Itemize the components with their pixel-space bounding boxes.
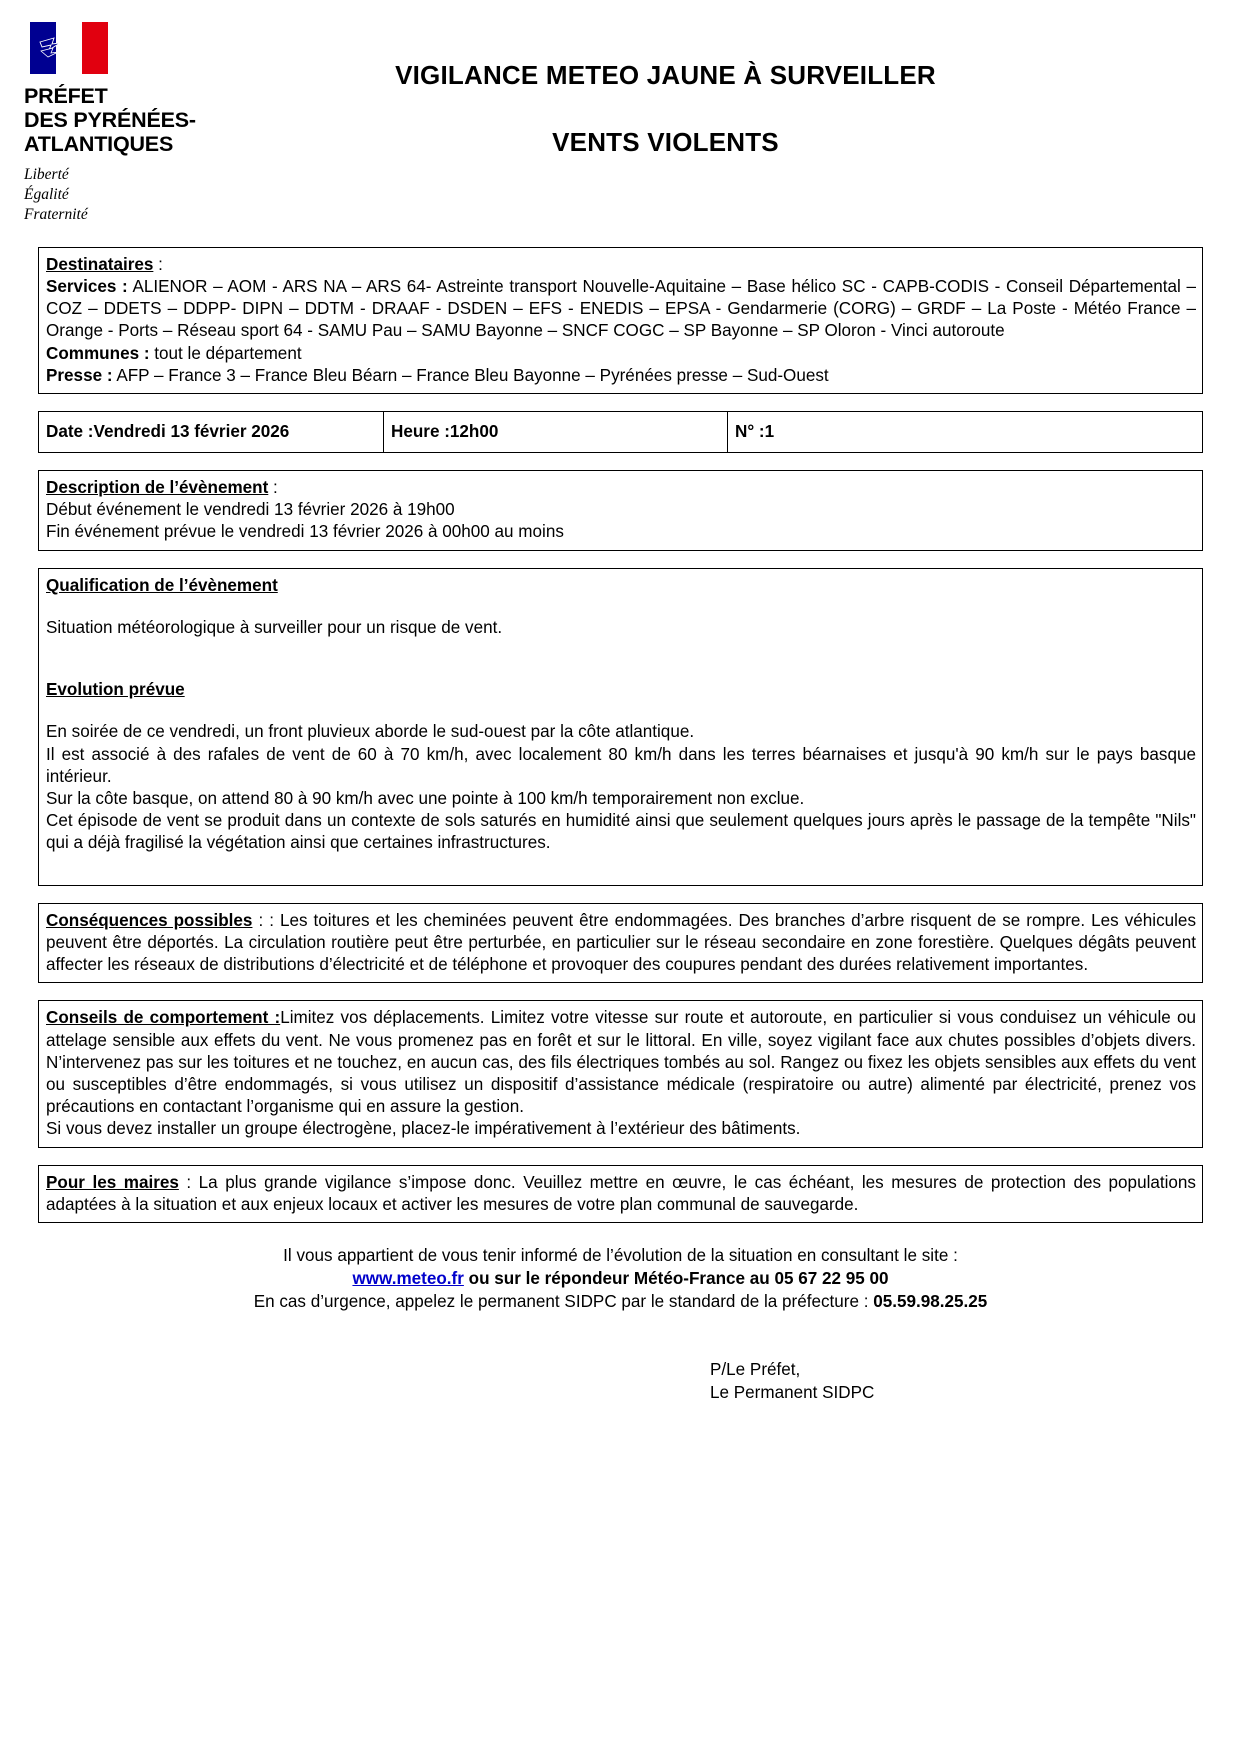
advice-heading: Conseils de comportement : [46, 1008, 281, 1028]
presse-label: Presse : [46, 365, 113, 385]
description-line-2: Fin événement prévue le vendredi 13 février 2026 à 00h00 au moins [46, 522, 564, 542]
services-value: ALIENOR – AOM - ARS NA – ARS 64- Astreinte transport Nouvelle-Aquitaine – Base hélico SC - CAPB-CODIS - Conseil Départemental – COZ – DDETS – DDPP- DIPN – DDTM - DRAAF - DSDEN – EFS - ENEDIS – EPSA - Gendarmerie (CORG) – GRDF – La Poste - Météo France – Orange - Ports – Réseau sport 64 - SAMU Pau – SAMU Bayonne – SNCF COGC – SP Bayonne – SP Oloron - Vinci autoroute [46, 276, 1196, 341]
spacer-3 [46, 659, 1196, 679]
description-box [38, 470, 1203, 551]
consequences-text: : : Les toitures et les cheminées peuvent être endommagées. Des branches d’arbre risquent de se rompre. Les véhicules peuvent être déportés. La circulation routière peut être perturbée, en particulier sur le réseau secondaire en zone forestière. Quelques dégâts peuvent affecter les réseaux de distributions d’électricité et de téléphone et provoquer des coupures pendant des durées relativement importantes. [46, 910, 1196, 975]
mayors-paragraph [46, 1172, 1196, 1216]
document-titles [210, 22, 1241, 158]
document-header [0, 0, 1241, 225]
advice-paragraph [46, 1007, 1196, 1118]
page-subtitle: VENTS VIOLENTS [552, 127, 779, 157]
meteo-website-link[interactable]: www.meteo.fr [352, 1268, 464, 1288]
sidpc-phone-number: 05.59.98.25.25 [873, 1291, 988, 1311]
signature-block [38, 1358, 1203, 1404]
qualification-box [38, 568, 1203, 886]
meta-row [38, 411, 1203, 453]
communes-value: tout le département [149, 343, 302, 363]
spacer-4 [46, 701, 1196, 721]
motto-fraternite: Fraternité [24, 205, 88, 223]
marianne-flag-icon [30, 22, 108, 74]
evolution-line-4: Cet épisode de vent se produit dans un contexte de sols saturés en humidité ainsi que seulement quelques jours après le passage de la tempête "Nils" qui a déjà fragilisé la végétation ainsi que certaines infrastructures. [46, 811, 1196, 853]
meta-date-cell [39, 412, 384, 452]
numero-value: 1 [764, 422, 775, 442]
spacer-1 [46, 597, 1196, 617]
spacer-2 [46, 639, 1196, 659]
evolution-line-2: Il est associé à des rafales de vent de 60 à 70 km/h, avec localement 80 km/h dans les terres béarnaises et jusqu'à 90 km/h sur le pays basque intérieur. [46, 744, 1196, 786]
prefecture-logo-block [0, 22, 210, 225]
republic-motto [24, 165, 210, 224]
services-line [46, 276, 1196, 343]
footer-line-3 [38, 1291, 1203, 1314]
document-footer [38, 1245, 1203, 1314]
evolution-line-3: Sur la côte basque, on attend 80 à 90 km/h avec une pointe à 100 km/h temporairement non exclue. [46, 789, 805, 808]
recipients-box [38, 247, 1203, 394]
qualification-heading: Qualification de l’évènement [46, 575, 278, 595]
recipients-heading-line [46, 254, 1196, 276]
mayors-text: : La plus grande vigilance s’impose donc. Veuillez mettre en œuvre, le cas échéant, les mesures de protection des populations adaptées à la situation et aux enjeux locaux et activer les mesures de votre plan communal de sauvegarde. [46, 1172, 1196, 1214]
meta-number-cell [728, 412, 1202, 452]
consequences-heading: Conséquences possibles [46, 910, 253, 930]
description-heading-suffix: : [268, 478, 278, 498]
heure-value: 12h00 [449, 422, 499, 442]
motto-liberte: Liberté [24, 166, 69, 184]
presse-value: AFP – France 3 – France Bleu Béarn – France Bleu Bayonne – Pyrénées presse – Sud-Ouest [112, 365, 829, 385]
evolution-line-1: En soirée de ce vendredi, un front pluvieux aborde le sud-ouest par la côte atlantique. [46, 722, 695, 742]
advice-box [38, 1000, 1203, 1147]
recipients-heading: Destinataires [46, 254, 154, 274]
description-heading: Description de l’évènement [46, 478, 269, 498]
mayors-heading: Pour les maires [46, 1172, 179, 1192]
mayors-box [38, 1165, 1203, 1223]
consequences-box [38, 903, 1203, 984]
communes-label: Communes : [46, 343, 150, 363]
qualification-text: Situation météorologique à surveiller pour un risque de vent. [46, 617, 503, 637]
date-label: Date : [46, 422, 94, 442]
advice-text: Limitez vos déplacements. Limitez votre vitesse sur route et autoroute, en particulier si vous conduisez un véhicule ou attelage sensible aux effets du vent. Ne vous promenez pas en forêt et sur le littoral. En ville, soyez vigilant face aux chutes possibles d’objets divers. N’intervenez pas sur les toitures et ne touchez, en aucun cas, des fils électriques tombés au sol. Rangez ou fixez les objets sensibles aux effets du vent ou susceptibles d’être endommagés, si vous utilisez un dispositif d’assistance médicale (respiratoire ou autre) alimenté par électricité, prenez vos précautions en contactant l’organisme qui en assure la gestion. [46, 1008, 1197, 1117]
communes-line [46, 343, 1196, 365]
numero-label: N° : [735, 422, 765, 442]
prefecture-title-line-3: ATLANTIQUES [24, 132, 174, 157]
prefecture-title [24, 84, 210, 156]
advice-text-2: Si vous devez installer un groupe électrogène, placez-le impérativement à l’extérieur des bâtiments. [46, 1119, 801, 1139]
prefecture-title-line-2: DES PYRÉNÉES- [24, 108, 196, 133]
spacer-5 [46, 855, 1196, 875]
meta-time-cell [384, 412, 728, 452]
footer-line-2 [38, 1268, 1203, 1291]
footer-line-2-rest: ou sur le répondeur Météo-France au 05 67 22 95 00 [463, 1268, 889, 1288]
document-body [0, 247, 1241, 1404]
signature-line-1: P/Le Préfet, [710, 1359, 801, 1379]
evolution-heading: Evolution prévue [46, 680, 185, 700]
description-line-1: Début événement le vendredi 13 février 2026 à 19h00 [46, 500, 455, 520]
recipients-heading-suffix: : [153, 254, 163, 274]
page-title: VIGILANCE METEO JAUNE À SURVEILLER [395, 60, 936, 90]
footer-line-1: Il vous appartient de vous tenir informé de l’évolution de la situation en consultant le site : [283, 1246, 958, 1266]
motto-egalite: Égalité [24, 186, 69, 204]
date-value: Vendredi 13 février 2026 [93, 422, 290, 442]
description-heading-line [46, 477, 1196, 499]
services-label: Services : [46, 276, 128, 296]
presse-line [46, 365, 1196, 387]
prefecture-title-line-1: PRÉFET [24, 84, 108, 108]
consequences-paragraph [46, 910, 1196, 977]
heure-label: Heure : [391, 422, 450, 442]
footer-line-3-prefix: En cas d’urgence, appelez le permanent SIDPC par le standard de la préfecture : [253, 1291, 874, 1311]
signature-line-2: Le Permanent SIDPC [710, 1382, 875, 1402]
